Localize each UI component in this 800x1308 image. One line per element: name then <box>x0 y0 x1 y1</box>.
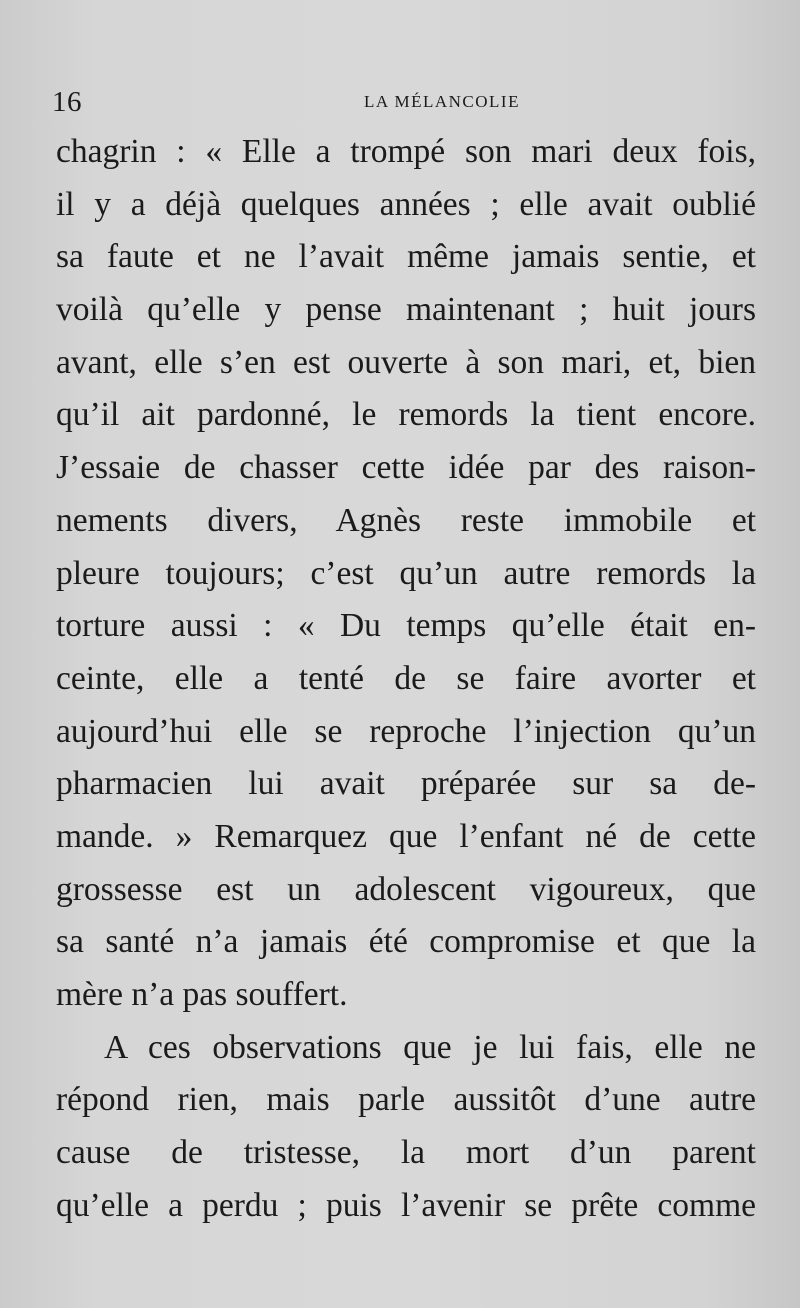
text-line: pleure toujours; c’est qu’un autre remords la <box>56 554 756 592</box>
body-text <box>56 126 756 1232</box>
text-line: grossesse est un adolescent vigoureux, que <box>56 870 756 908</box>
text-line: nements divers, Agnès reste immobile et <box>56 501 756 539</box>
text-line: répond rien, mais parle aussitôt d’une autre <box>56 1081 756 1119</box>
text-line: mère n’a pas souffert. <box>56 976 348 1013</box>
text-line: sa santé n’a jamais été compromise et que la <box>56 923 756 961</box>
text-line: cause de tristesse, la mort d’un parent <box>56 1134 756 1172</box>
text-line: il y a déjà quelques années ; elle avait oublié <box>56 185 756 223</box>
text-line: J’essaie de chasser cette idée par des raison- <box>56 449 756 487</box>
text-line: qu’il ait pardonné, le remords la tient encore. <box>56 396 756 434</box>
text-line: ceinte, elle a tenté de se faire avorter et <box>56 659 756 697</box>
text-line: chagrin : « Elle a trompé son mari deux fois, <box>56 133 756 170</box>
text-line: mande. » Remarquez que l’enfant né de cette <box>56 817 756 855</box>
running-title: LA MÉLANCOLIE <box>364 92 520 111</box>
text-line: voilà qu’elle y pense maintenant ; huit jours <box>56 291 756 329</box>
text-line: sa faute et ne l’avait même jamais sentie, et <box>56 238 756 276</box>
text-line: aujourd’hui elle se reproche l’injection qu’un <box>56 712 756 750</box>
text-line: avant, elle s’en est ouverte à son mari, et, bien <box>56 343 756 381</box>
text-line: qu’elle a perdu ; puis l’avenir se prête comme <box>56 1186 756 1224</box>
page-number: 16 <box>52 86 82 118</box>
text-line: pharmacien lui avait préparée sur sa de- <box>56 765 756 803</box>
text-line: torture aussi : « Du temps qu’elle était en- <box>56 607 756 645</box>
text-line: A ces observations que je lui fais, elle ne <box>104 1028 756 1066</box>
page-header <box>52 86 752 118</box>
